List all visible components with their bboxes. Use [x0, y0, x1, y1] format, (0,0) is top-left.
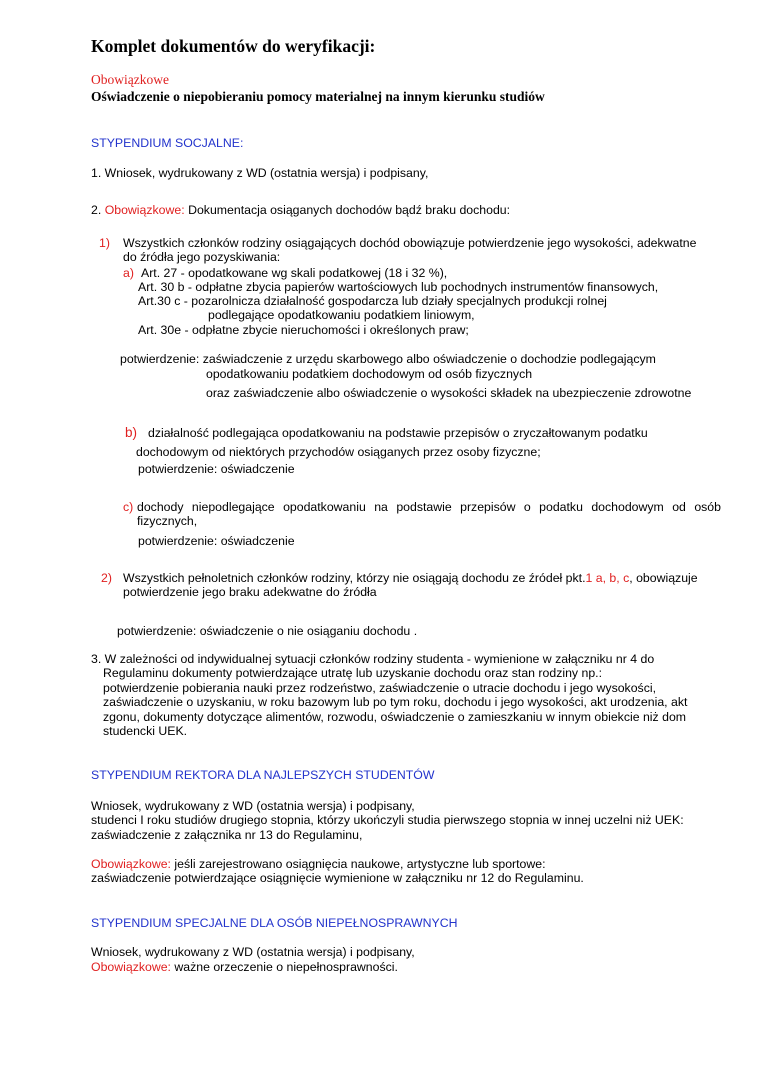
subpoint-a-label: a): [123, 266, 134, 280]
article-30e: Art. 30e - odpłatne zbycie nieruchomości i określonych praw;: [138, 323, 469, 337]
article-30c: Art.30 c - pozarolnicza działalność gospodarcza lub działy specjalnych produkcji rolnej: [138, 294, 607, 308]
article-30c-continued: podlegające opodatkowaniu podatkiem liniowym,: [208, 308, 475, 322]
item-3-line: zgonu, dokumenty dotyczące alimentów, rozwodu, oświadczenie o zamieszkaniu w innym obiekcie niż dom: [103, 710, 687, 724]
socjalne-item-2: [91, 203, 510, 218]
point-2-text: Wszystkich pełnoletnich członków rodziny, którzy nie osiągają dochodu ze źródeł pkt.: [123, 571, 586, 585]
specjalne-line-1: Wniosek, wydrukowany z WD (ostatnia wersja) i podpisany,: [91, 945, 415, 959]
rektora-obligatory-line: [91, 857, 546, 872]
specjalne-obligatory-line: [91, 960, 398, 975]
obligatory-marker: Obowiązkowe:: [91, 857, 171, 871]
confirmation-a-line-1: potwierdzenie: zaświadczenie z urzędu skarbowego albo oświadczenie o dochodzie podlegającym: [120, 352, 656, 366]
obligatory-marker: Obowiązkowe:: [91, 960, 171, 974]
obligatory-marker: Obowiązkowe:: [104, 203, 185, 217]
item-text: Dokumentacja osiąganych dochodów bądź braku dochodu:: [188, 203, 511, 217]
confirmation-a-line-2: opodatkowaniu podatkiem dochodowym od osób fizycznych: [206, 367, 533, 381]
item-3-line: 3. W zależności od indywidualnej sytuacji członków rodziny studenta - wymienione w załączniku nr 4 do: [91, 652, 655, 666]
point-2-text-end: , obowiązuje: [629, 571, 698, 585]
section-heading-specjalne: STYPENDIUM SPECJALNE DLA OSÓB NIEPEŁNOSPRAWNYCH: [91, 916, 458, 930]
item-number: 2.: [91, 203, 102, 217]
item-3-line: studencki UEK.: [103, 724, 188, 738]
subpoint-c-line-1: dochody niepodlegające opodatkowaniu na podstawie przepisów o podatku dochodowym od osób: [137, 500, 721, 514]
article-27: Art. 27 - opodatkowane wg skali podatkowej (18 i 32 %),: [141, 266, 448, 280]
specjalne-obligatory-text: ważne orzeczenie o niepełnosprawności.: [170, 960, 398, 974]
confirmation-b: potwierdzenie: oświadczenie: [138, 462, 295, 476]
point-2-line-2: potwierdzenie jego braku adekwatne do źródła: [123, 585, 377, 599]
point-1-line-1: Wszystkich członków rodziny osiągających dochód obowiązuje potwierdzenie jego wysokości, adekwatne: [123, 236, 697, 250]
point-2-number: 2): [101, 571, 112, 585]
item-3-line: Regulaminu dokumenty potwierdzające utratę lub uzyskanie dochodu oraz stan rodziny np.:: [103, 666, 602, 680]
point-1-line-2: do źródła jego pozyskiwania:: [123, 250, 281, 264]
rektora-line-2: studenci I roku studiów drugiego stopnia, którzy ukończyli studia pierwszego stopnia w innej uczelni niż UEK:: [91, 813, 684, 827]
item-3-line: potwierdzenie pobierania nauki przez rodzeństwo, zaświadczenie o utracie dochodu i jego wysokości,: [103, 681, 656, 695]
subpoint-b-line-1: działalność podlegająca opodatkowaniu na podstawie przepisów o zryczałtowanym podatku: [148, 426, 648, 440]
subpoint-c-label: c): [123, 500, 134, 514]
obligatory-statement: Oświadczenie o niepobieraniu pomocy materialnej na innym kierunku studiów: [91, 89, 545, 104]
confirmation-a-line-3: oraz zaświadczenie albo oświadczenie o wysokości składek na ubezpieczenie zdrowotne: [206, 386, 692, 400]
subpoint-b-line-2: dochodowym od niektórych przychodów osiąganych przez osoby fizyczne;: [136, 445, 541, 459]
socjalne-item-1: 1. Wniosek, wydrukowany z WD (ostatnia wersja) i podpisany,: [91, 166, 429, 180]
item-3-line: zaświadczenie o uzyskaniu, w roku bazowym lub po tym roku, dochodu i jego wysokości, akt urodzenia, akt: [103, 695, 688, 709]
rektora-line-5: zaświadczenie potwierdzające osiągnięcie wymienione w załączniku nr 12 do Regulaminu.: [91, 871, 584, 885]
subpoint-b-label: b): [125, 425, 138, 440]
rektora-line-3: zaświadczenie z załącznika nr 13 do Regulaminu,: [91, 828, 363, 842]
page-title: Komplet dokumentów do weryfikacji:: [91, 36, 376, 56]
rektora-obligatory-text: jeśli zarejestrowano osiągnięcia naukowe, artystyczne lub sportowe:: [170, 857, 546, 871]
section-heading-socjalne: STYPENDIUM SOCJALNE:: [91, 136, 244, 150]
point-2-line-1: [123, 571, 698, 586]
confirmation-c: potwierdzenie: oświadczenie: [138, 534, 295, 548]
obligatory-label: Obowiązkowe: [91, 72, 169, 87]
subpoint-c-line-2: fizycznych,: [137, 514, 198, 528]
rektora-line-1: Wniosek, wydrukowany z WD (ostatnia wersja) i podpisany,: [91, 799, 415, 813]
point-1-number: 1): [99, 236, 110, 250]
article-30b: Art. 30 b - odpłatne zbycia papierów wartościowych lub pochodnych instrumentów finansowych,: [138, 280, 659, 294]
point-2-references: 1 a, b, c: [585, 571, 630, 585]
section-heading-rektora: STYPENDIUM REKTORA DLA NAJLEPSZYCH STUDENTÓW: [91, 768, 435, 782]
confirmation-point-2: potwierdzenie: oświadczenie o nie osiąganiu dochodu .: [117, 624, 418, 638]
